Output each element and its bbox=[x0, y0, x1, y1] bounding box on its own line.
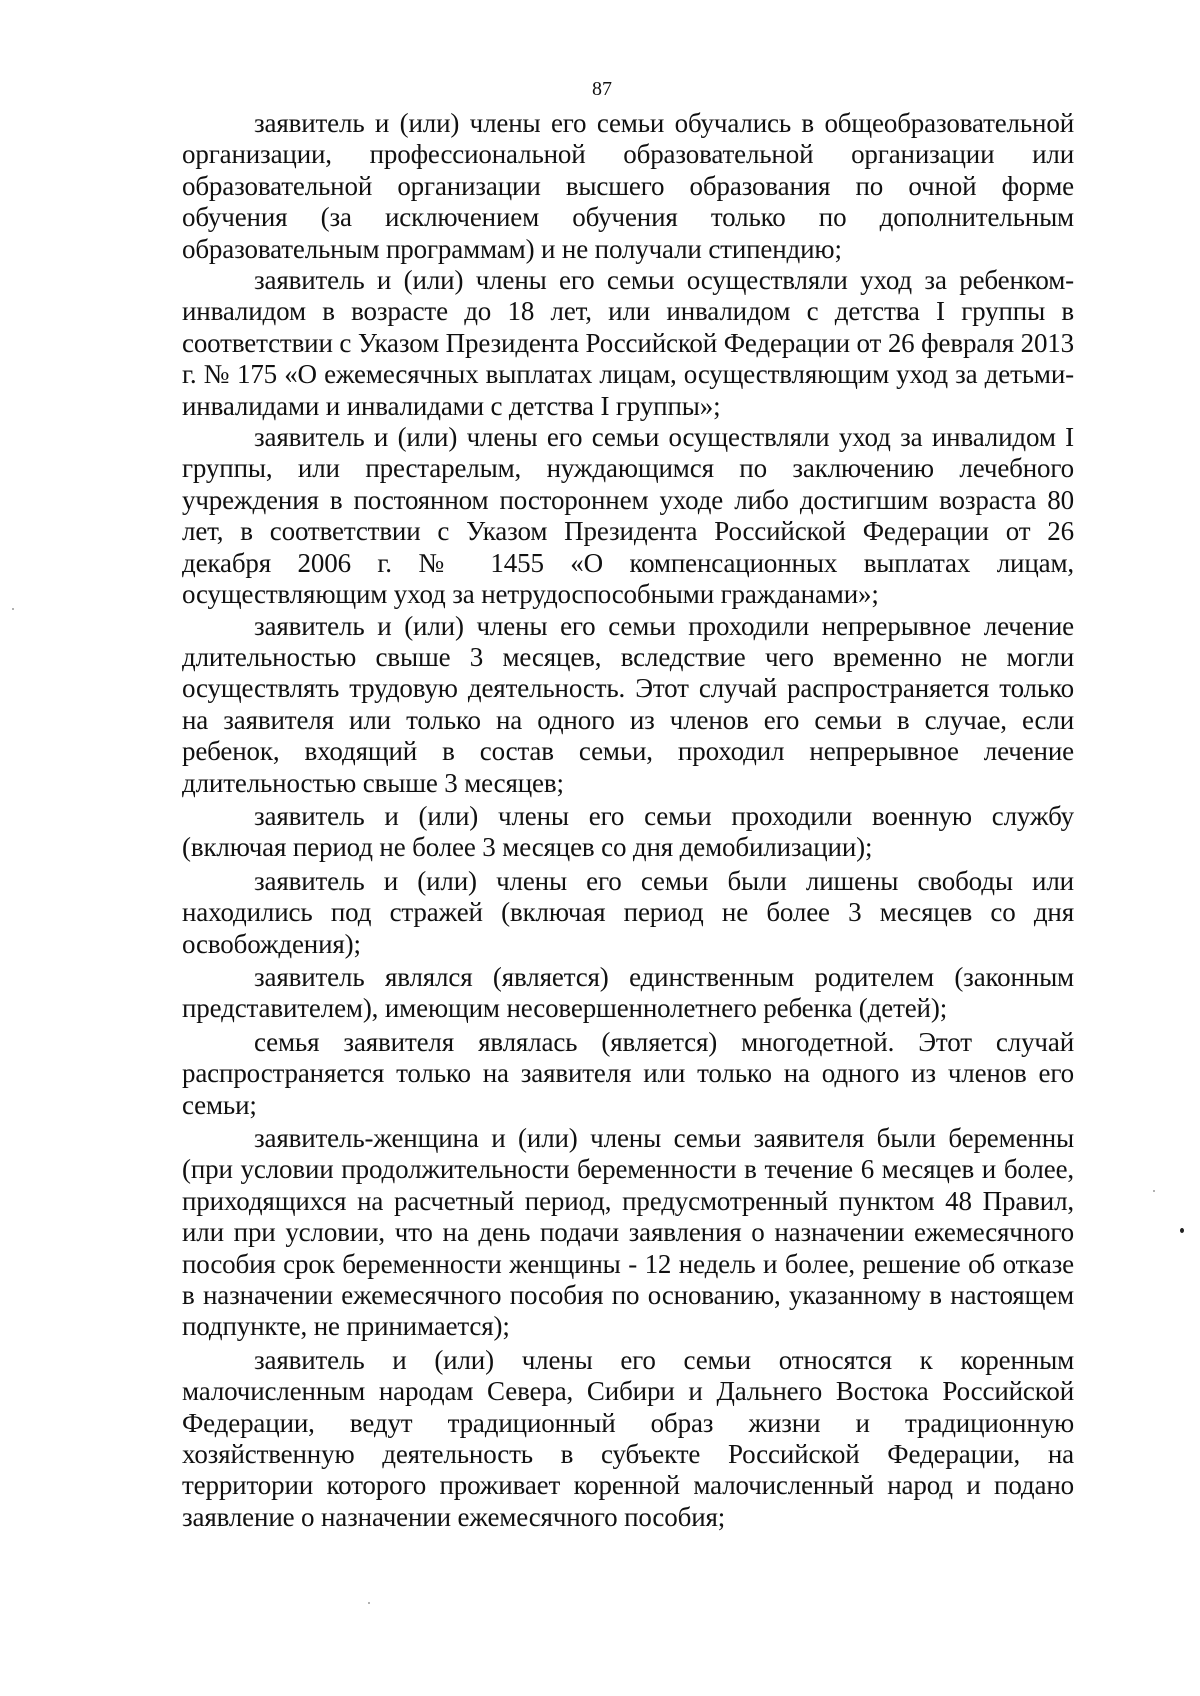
paragraph-pregnancy: заявитель-женщина и (или) члены семьи заявителя были беременны (при условии продолжительности беременности в течение 6 месяцев и более, приходящихся на расчетный период, предусмотренный пунктом 48 Правил, или при условии, что на день подачи заявления о назначении ежемесячного пособия срок беременности женщины - 12 недель и более, решение об отказе в назначении ежемесячного пособия по основанию, указанному в настоящем подпункте, не принимается); bbox=[182, 1123, 1074, 1342]
paragraph-medical-treatment: заявитель и (или) члены его семьи проходили непрерывное лечение длительностью свыше 3 месяцев, вследствие чего временно не могли осуществлять трудовую деятельность. Этот случай распространяется только на заявителя или только на одного из членов его семьи в случае, если ребенок, входящий в состав семьи, проходил непрерывное лечение длительностью свыше 3 месяцев; bbox=[182, 610, 1074, 798]
paragraph-large-family: семья заявителя являлась (является) многодетной. Этот случай распространяется только на заявителя или только на одного из членов его семьи; bbox=[182, 1026, 1074, 1120]
paragraph-care-disabled-elderly: заявитель и (или) члены его семьи осуществляли уход за инвалидом I группы, или престарелым, нуждающимся по заключению лечебного учреждения в постоянном постороннем уходе либо достигшим возраста 80 лет, в соответствии с Указом Президента Российской Федерации от 26 декабря 2006 г. № 1455 «О компенсационных выплатах лицам, осуществляющим уход за нетрудоспособными гражданами»; bbox=[182, 422, 1074, 610]
paragraph-imprisonment: заявитель и (или) члены его семьи были лишены свободы или находились под стражей (включая период не более 3 месяцев со дня освобождения); bbox=[182, 865, 1074, 959]
scan-speck bbox=[368, 1602, 370, 1604]
document-body bbox=[182, 108, 1074, 1533]
page-number: 87 bbox=[592, 78, 612, 100]
paragraph-education: заявитель и (или) члены его семьи обучались в общеобразовательной организации, профессиональной образовательной организации или образовательной организации высшего образования по очной форме обучения (за исключением обучения только по дополнительным образовательным программам) и не получали стипендию; bbox=[182, 108, 1074, 264]
paragraph-indigenous-peoples: заявитель и (или) члены его семьи относятся к коренным малочисленным народам Севера, Сибири и Дальнего Востока Российской Федерации, ведут традиционный образ жизни и традиционную хозяйственную деятельность в субъекте Российской Федерации, на территории которого проживает коренной малочисленный народ и подано заявление о назначении ежемесячного пособия; bbox=[182, 1344, 1074, 1532]
scan-speck bbox=[1180, 1228, 1184, 1233]
scan-speck bbox=[12, 608, 14, 610]
scan-speck bbox=[1153, 1190, 1155, 1192]
paragraph-care-disabled-child: заявитель и (или) члены его семьи осуществляли уход за ребенком-инвалидом в возрасте до 18 лет, или инвалидом с детства I группы в соответствии с Указом Президента Российской Федерации от 26 февраля 2013 г. № 175 «О ежемесячных выплатах лицам, осуществляющим уход за детьми-инвалидами и инвалидами с детства I группы»; bbox=[182, 265, 1074, 421]
paragraph-military-service: заявитель и (или) члены его семьи проходили военную службу (включая период не более 3 месяцев со дня демобилизации); bbox=[182, 800, 1074, 863]
paragraph-single-parent: заявитель являлся (является) единственным родителем (законным представителем), имеющим несовершеннолетнего ребенка (детей); bbox=[182, 961, 1074, 1024]
